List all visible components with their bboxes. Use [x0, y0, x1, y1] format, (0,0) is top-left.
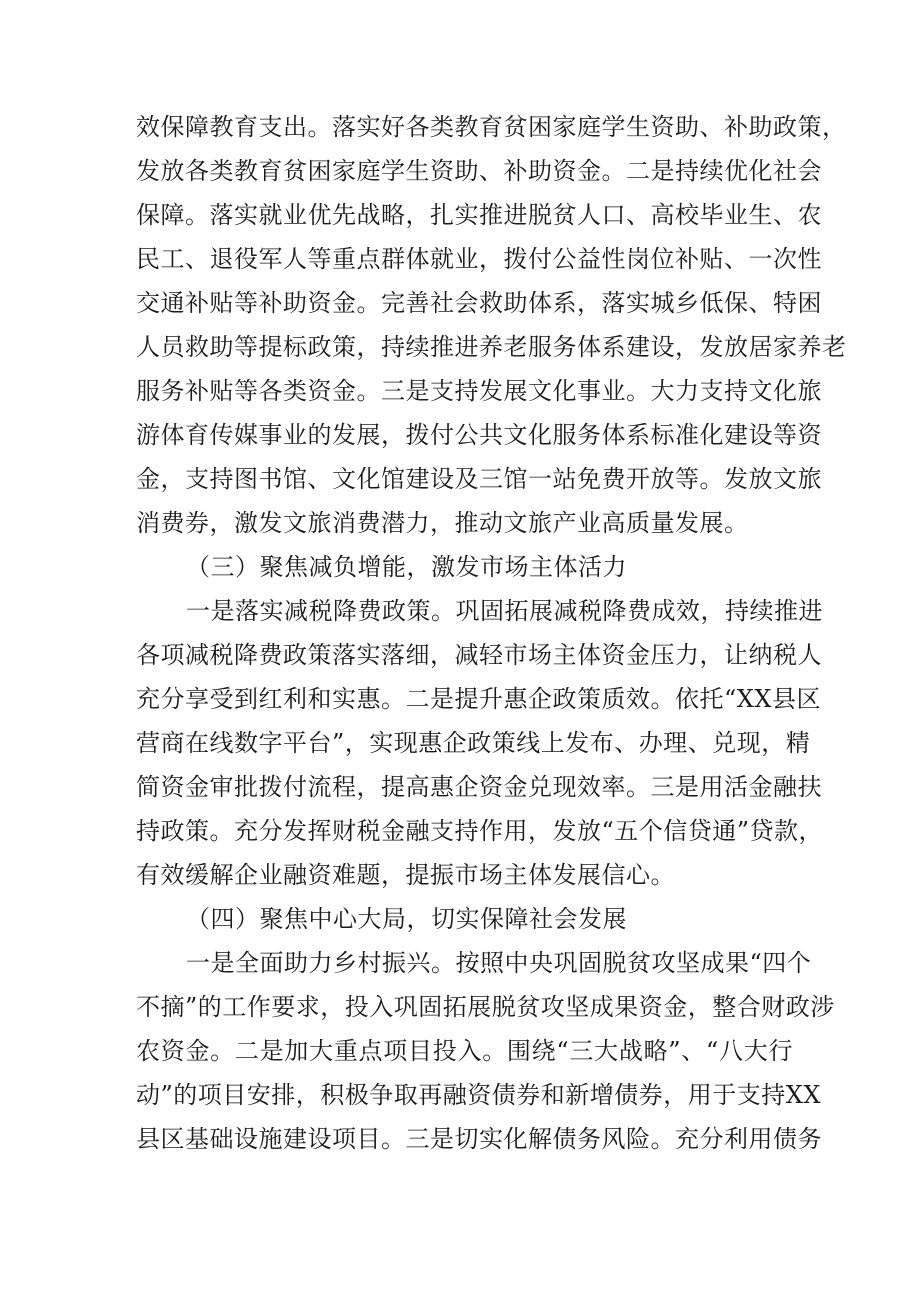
paragraph-line: 服务补贴等各类资金。三是支持发展文化事业。大力支持文化旅: [136, 377, 822, 405]
paragraph-line: 持政策。充分发挥财税金融支持作用，发放“五个信贷通”贷款，: [136, 817, 824, 845]
paragraph-line: 发放各类教育贫困家庭学生资助、补助资金。二是持续优化社会: [136, 157, 822, 185]
paragraph-line: 动”的项目安排，积极争取再融资债券和新增债券，用于支持XX: [136, 1081, 821, 1109]
paragraph-line: 人员救助等提标政策，持续推进养老服务体系建设，发放居家养老: [136, 333, 847, 361]
paragraph-line: 游体育传媒事业的发展，拨付公共文化服务体系标准化建设等资: [136, 421, 822, 449]
paragraph-line: 县区基础设施建设项目。三是切实化解债务风险。充分利用债务: [136, 1125, 822, 1153]
paragraph-line: 金，支持图书馆、文化馆建设及三馆一站免费开放等。发放文旅: [136, 465, 822, 493]
paragraph-line: 一是全面助力乡村振兴。按照中央巩固脱贫攻坚成果“四个: [186, 949, 812, 977]
section-heading: （四）聚焦中心大局，切实保障社会发展: [186, 905, 627, 933]
paragraph-line: 效保障教育支出。落实好各类教育贫困家庭学生资助、补助政策，: [136, 113, 847, 141]
section-heading: （三）聚焦减负增能，激发市场主体活力: [186, 553, 627, 581]
paragraph-line: 充分享受到红利和实惠。二是提升惠企政策质效。依托“XX县区: [136, 685, 821, 713]
paragraph-line: 消费券，激发文旅消费潜力，推动文旅产业高质量发展。: [136, 509, 749, 537]
paragraph-line: 营商在线数字平台”，实现惠企政策线上发布、办理、兑现，精: [136, 729, 811, 757]
paragraph-line: 保障。落实就业优先战略，扎实推进脱贫人口、高校毕业生、农: [136, 201, 822, 229]
paragraph-line: 交通补贴等补助资金。完善社会救助体系，落实城乡低保、特困: [136, 289, 822, 317]
paragraph-line: 民工、退役军人等重点群体就业，拨付公益性岗位补贴、一次性: [136, 245, 822, 273]
paragraph-line: 一是落实减税降费政策。巩固拓展减税降费成效，持续推进: [186, 597, 823, 625]
paragraph-line: 不摘”的工作要求，投入巩固拓展脱贫攻坚成果资金，整合财政涉: [136, 993, 835, 1021]
paragraph-line: 简资金审批拨付流程，提高惠企资金兑现效率。三是用活金融扶: [136, 773, 822, 801]
paragraph-line: 有效缓解企业融资难题，提振市场主体发展信心。: [136, 861, 675, 889]
paragraph-line: 各项减税降费政策落实落细，减轻市场主体资金压力，让纳税人: [136, 641, 822, 669]
paragraph-line: 农资金。二是加大重点项目投入。围绕“三大战略”、“八大行: [136, 1037, 793, 1065]
